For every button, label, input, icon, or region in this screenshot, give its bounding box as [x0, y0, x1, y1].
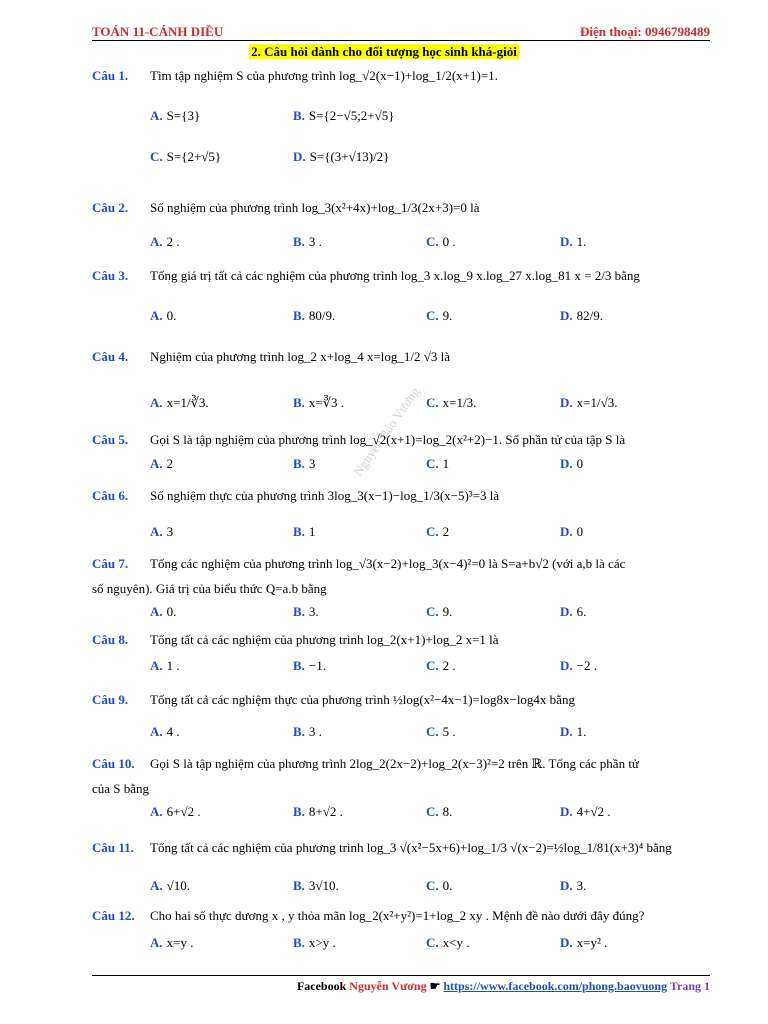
option-b[interactable]: B. 80/9. — [293, 308, 336, 323]
question-stem-continued: số nguyên). Giá trị của biểu thức Q=a.b bằng — [92, 581, 327, 596]
question-5 — [92, 432, 712, 472]
options-row — [150, 234, 712, 252]
option-d[interactable]: D. S={(3+√13)/2} — [293, 149, 390, 164]
question-label: Câu 3. — [92, 268, 129, 283]
options-row — [150, 658, 712, 676]
question-stem: Tổng tất cả các nghiệm thực của phương trình ½log(x²−4x−1)=log8x−log4x bằng — [150, 692, 575, 707]
option-a[interactable]: A. 0. — [150, 308, 177, 323]
option-c[interactable]: C. 9. — [426, 604, 453, 619]
question-label: Câu 8. — [92, 632, 129, 647]
option-d[interactable]: D. −2 . — [560, 658, 597, 673]
question-label: Câu 10. — [92, 756, 135, 771]
option-c[interactable]: C. 2 . — [426, 658, 456, 673]
option-a[interactable]: A. x=y . — [150, 935, 194, 950]
option-b[interactable]: B. x>y . — [293, 935, 336, 950]
option-c[interactable]: C. 5 . — [426, 724, 456, 739]
option-c[interactable]: C. 8. — [426, 804, 453, 819]
header-title: TOÁN 11-CÁNH DIỀU — [92, 24, 224, 39]
question-label: Câu 6. — [92, 488, 129, 503]
question-stem: Tổng tất cả các nghiệm của phương trình log_3 √(x²−5x+6)+log_1/3 √(x−2)=½log_1/81(x+3)⁴ bằng — [150, 840, 672, 855]
options-row — [150, 724, 712, 742]
option-a[interactable]: A. 4 . — [150, 724, 180, 739]
option-d[interactable]: D. 4+√2 . — [560, 804, 611, 819]
option-b[interactable]: B. S={2−√5;2+√5} — [293, 108, 395, 123]
option-d[interactable]: D. x=1/√3. — [560, 395, 618, 410]
question-label: Câu 1. — [92, 68, 129, 83]
option-c[interactable]: C. 0 . — [426, 234, 456, 249]
options-row — [150, 108, 712, 126]
option-a[interactable]: A. 0. — [150, 604, 177, 619]
question-3 — [92, 268, 712, 328]
option-d[interactable]: D. 0 — [560, 456, 584, 471]
options-row — [150, 604, 712, 622]
option-b[interactable]: B. 3 — [293, 456, 316, 471]
question-9 — [92, 692, 712, 742]
footer-facebook-link[interactable]: https://www.facebook.com/phong.baovuong — [443, 979, 668, 993]
header-divider — [92, 40, 710, 41]
question-label: Câu 9. — [92, 692, 129, 707]
question-label: Câu 11. — [92, 840, 134, 855]
option-d[interactable]: D. 0 — [560, 524, 584, 539]
question-stem: Cho hai số thực dương x , y thỏa mãn log_2(x²+y²)=1+log_2 xy . Mệnh đề nào dưới đây đúng? — [150, 908, 645, 923]
option-c[interactable]: C. S={2+√5} — [150, 149, 222, 164]
option-a[interactable]: A. 1 . — [150, 658, 180, 673]
question-1 — [92, 68, 712, 178]
footer-author-name: Nguyễn Vương — [349, 979, 427, 993]
option-a[interactable]: A. x=1/∛3. — [150, 395, 209, 410]
options-row — [150, 524, 712, 542]
question-stem-continued: của S bằng — [92, 781, 150, 796]
option-a[interactable]: A. 6+√2 . — [150, 804, 201, 819]
option-b[interactable]: B. −1. — [293, 658, 327, 673]
options-row — [150, 149, 712, 167]
question-8 — [92, 632, 712, 674]
option-d[interactable]: D. 1. — [560, 234, 587, 249]
option-b[interactable]: B. 8+√2 . — [293, 804, 343, 819]
option-a[interactable]: A. √10. — [150, 878, 191, 893]
question-label: Câu 7. — [92, 556, 129, 571]
option-a[interactable]: A. S={3} — [150, 108, 201, 123]
option-d[interactable]: D. 82/9. — [560, 308, 604, 323]
options-row — [150, 395, 712, 413]
page-footer — [297, 979, 710, 994]
options-row — [150, 878, 712, 896]
option-d[interactable]: D. 6. — [560, 604, 587, 619]
question-stem: Tổng giá trị tất cả các nghiệm của phương trình log_3 x.log_9 x.log_27 x.log_81 x = 2/3 bằng — [150, 268, 640, 283]
option-d[interactable]: D. 3. — [560, 878, 587, 893]
question-4 — [92, 349, 712, 415]
options-row — [150, 308, 712, 326]
question-stem: Số nghiệm của phương trình log_3(x²+4x)+log_1/3(2x+3)=0 là — [150, 200, 480, 215]
question-stem: Số nghiệm thực của phương trình 3log_3(x−1)−log_1/3(x−5)³=3 là — [150, 488, 500, 503]
question-10 — [92, 756, 712, 820]
question-stem: Tìm tập nghiệm S của phương trình log_√2(x−1)+log_1/2(x+1)=1. — [150, 68, 498, 83]
option-b[interactable]: B. x=∛3 . — [293, 395, 345, 410]
option-a[interactable]: A. 2 . — [150, 234, 180, 249]
question-11 — [92, 840, 712, 892]
option-c[interactable]: C. 2 — [426, 524, 450, 539]
question-stem: Tổng các nghiệm của phương trình log_√3(x−2)+log_3(x−4)²=0 là S=a+b√2 (với a,b là các — [150, 556, 626, 571]
option-d[interactable]: D. 1. — [560, 724, 587, 739]
question-stem: Gọi S là tập nghiệm của phương trình 2log_2(2x−2)+log_2(x−3)²=2 trên ℝ. Tổng các phần tử — [150, 756, 639, 771]
pointing-hand-icon: ☛ — [429, 979, 441, 993]
option-c[interactable]: C. 0. — [426, 878, 453, 893]
option-c[interactable]: C. x<y . — [426, 935, 470, 950]
footer-facebook-label: Facebook — [296, 979, 347, 993]
options-row — [150, 935, 712, 953]
question-6 — [92, 488, 712, 540]
option-b[interactable]: B. 3 . — [293, 234, 322, 249]
option-a[interactable]: A. 2 — [150, 456, 174, 471]
question-label: Câu 5. — [92, 432, 129, 447]
header-phone: Điện thoại: 0946798489 — [580, 24, 710, 39]
question-stem: Gọi S là tập nghiệm của phương trình log_√2(x+1)=log_2(x²+2)−1. Số phần tử của tập S là — [150, 432, 626, 447]
option-a[interactable]: A. 3 — [150, 524, 174, 539]
question-label: Câu 12. — [92, 908, 135, 923]
section-title: 2. Câu hỏi dành cho đối tượng học sinh khá-giỏi — [251, 44, 517, 59]
option-c[interactable]: C. 1 — [426, 456, 450, 471]
footer-page-number: Trang 1 — [669, 979, 710, 993]
option-c[interactable]: C. 9. — [426, 308, 453, 323]
question-label: Câu 4. — [92, 349, 129, 364]
options-row — [150, 456, 712, 474]
option-b[interactable]: B. 3√10. — [293, 878, 339, 893]
option-c[interactable]: C. x=1/3. — [426, 395, 477, 410]
question-label: Câu 2. — [92, 200, 129, 215]
question-2 — [92, 200, 712, 250]
option-b[interactable]: B. 3 . — [293, 724, 322, 739]
question-stem: Tổng tất cả các nghiệm của phương trình log_2(x+1)+log_2 x=1 là — [150, 632, 499, 647]
footer-divider — [92, 975, 710, 976]
option-d[interactable]: D. x=y² . — [560, 935, 608, 950]
option-b[interactable]: B. 1 — [293, 524, 316, 539]
question-stem: Nghiệm của phương trình log_2 x+log_4 x=log_1/2 √3 là — [150, 349, 451, 364]
option-b[interactable]: B. 3. — [293, 604, 319, 619]
watermark: Nguyễn Bảo Vương — [350, 384, 423, 479]
question-12 — [92, 908, 712, 954]
question-7 — [92, 556, 712, 620]
page-header — [92, 24, 710, 40]
options-row — [150, 804, 712, 822]
